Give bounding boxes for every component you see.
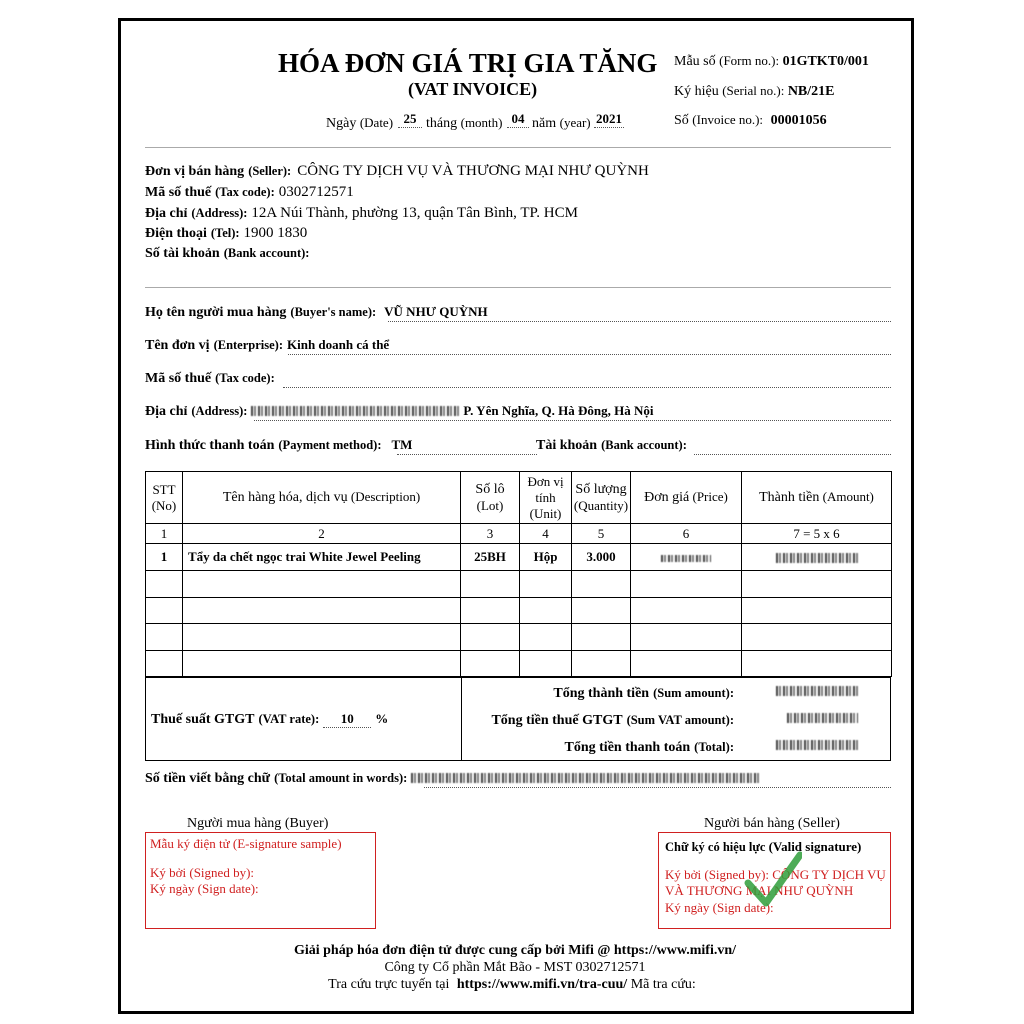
footer-company: Công ty Cổ phần Mắt Bão - MST 0302712571 bbox=[384, 960, 646, 975]
dotted-line bbox=[283, 387, 891, 388]
table-cell bbox=[631, 544, 742, 571]
table-cell: 4 bbox=[520, 524, 572, 544]
seller-signed-by: Ký bởi (Signed by): CÔNG TY DỊCH VỤ bbox=[665, 867, 886, 882]
table-cell bbox=[742, 624, 892, 651]
buyer-name: VŨ NHƯ QUỲNH bbox=[384, 304, 488, 319]
invoice-month: 04 bbox=[507, 111, 529, 128]
table-cell bbox=[146, 598, 183, 624]
table-cell: 5 bbox=[572, 524, 631, 544]
lookup-link[interactable]: https://www.mifi.vn/tra-cuu/ bbox=[456, 977, 628, 992]
table-cell bbox=[461, 624, 520, 651]
total-row: Tổng tiền thanh toán (Total): bbox=[564, 740, 734, 755]
redacted-total bbox=[776, 740, 858, 750]
vat-rate-row: Thuế suất GTGT (VAT rate): 10 % bbox=[151, 711, 389, 727]
seller-signed-by-line2: VÀ THƯƠNG MẠI NHƯ QUỲNH bbox=[665, 883, 854, 898]
invoice-title: HÓA ĐƠN GIÁ TRỊ GIA TĂNG bbox=[278, 48, 658, 78]
items-table bbox=[145, 471, 892, 677]
checkmark-icon bbox=[744, 851, 802, 907]
redacted-amount-words bbox=[411, 773, 761, 783]
table-cell: 6 bbox=[631, 524, 742, 544]
buyer-enterprise: Kinh doanh cá thể bbox=[286, 337, 390, 352]
seller-tax-code: 0302712571 bbox=[278, 184, 354, 200]
table-cell: 2 bbox=[183, 524, 461, 544]
table-cell bbox=[742, 598, 892, 624]
buyer-address-row: Địa chỉ (Address): P. Yên Nghĩa, Q. Hà Đông, Hà Nội bbox=[145, 403, 654, 419]
col-unit-header: Đơn vị tính (Unit) bbox=[520, 472, 572, 524]
year-label: năm (year) bbox=[532, 115, 591, 131]
buyer-enterprise-row: Tên đơn vị (Enterprise): Kinh doanh cá thể bbox=[145, 337, 390, 353]
redacted-vat-amount bbox=[787, 713, 858, 723]
table-cell bbox=[742, 544, 892, 571]
buyer-address: P. Yên Nghĩa, Q. Hà Đông, Hà Nội bbox=[463, 403, 654, 418]
table-row bbox=[146, 651, 892, 677]
table-cell bbox=[572, 651, 631, 677]
table-cell: 25BH bbox=[461, 544, 520, 571]
dotted-line bbox=[388, 321, 891, 322]
table-row bbox=[146, 544, 892, 571]
buyer-bank-row: Tài khoản (Bank account): bbox=[536, 438, 687, 453]
table-row bbox=[146, 624, 892, 651]
invoice-date-line: Ngày (Date) bbox=[326, 115, 394, 131]
table-cell: 3 bbox=[461, 524, 520, 544]
invoice-subtitle: (VAT INVOICE) bbox=[408, 79, 538, 99]
seller-name: CÔNG TY DỊCH VỤ VÀ THƯƠNG MẠI NHƯ QUỲNH bbox=[297, 163, 649, 179]
table-cell bbox=[572, 598, 631, 624]
divider bbox=[145, 287, 891, 288]
table-cell bbox=[520, 598, 572, 624]
table-cell bbox=[183, 624, 461, 651]
table-cell: 1 bbox=[146, 544, 183, 571]
dotted-line bbox=[397, 454, 537, 455]
seller-sign-title: Người bán hàng (Seller) bbox=[704, 816, 840, 831]
dotted-line bbox=[424, 787, 891, 788]
redacted-amount bbox=[776, 553, 858, 563]
table-row bbox=[146, 571, 892, 598]
table-cell: Tẩy da chết ngọc trai White Jewel Peeling bbox=[183, 544, 461, 571]
table-cell bbox=[520, 651, 572, 677]
table-cell bbox=[520, 624, 572, 651]
col-desc-header: Tên hàng hóa, dịch vụ (Description) bbox=[183, 472, 461, 524]
buyer-name-row: Họ tên người mua hàng (Buyer's name): VŨ NHƯ QUỲNH bbox=[145, 304, 488, 320]
table-cell bbox=[742, 651, 892, 677]
redacted-price bbox=[661, 555, 711, 562]
seller-address: 12A Núi Thành, phường 13, quận Tân Bình, TP. HCM bbox=[251, 205, 578, 221]
table-cell bbox=[146, 624, 183, 651]
table-cell bbox=[146, 571, 183, 598]
seller-address-row: Địa chỉ (Address): 12A Núi Thành, phường 13, quận Tân Bình, TP. HCM bbox=[145, 205, 578, 221]
table-cell bbox=[146, 651, 183, 677]
table-cell bbox=[631, 624, 742, 651]
seller-sign-date: Ký ngày (Sign date): bbox=[665, 900, 774, 915]
invoice-day: 25 bbox=[398, 111, 422, 128]
valid-signature-label: Chữ ký có hiệu lực (Valid signature) bbox=[665, 839, 862, 854]
month-label: tháng (month) bbox=[426, 115, 503, 131]
vat-rate: 10 bbox=[323, 711, 371, 728]
table-cell bbox=[572, 571, 631, 598]
form-no: Mẫu số (Form no.): 01GTKT0/001 bbox=[674, 53, 869, 69]
buyer-signature-box: Mẫu ký điện tử (E-signature sample) Ký bởi (Signed by): Ký ngày (Sign date): bbox=[145, 832, 376, 929]
table-cell bbox=[572, 624, 631, 651]
table-cell bbox=[742, 571, 892, 598]
invoice-no: Số (Invoice no.): 00001056 bbox=[674, 112, 827, 128]
dotted-line bbox=[254, 420, 891, 421]
col-lot-header: Số lô (Lot) bbox=[461, 472, 520, 524]
table-cell bbox=[631, 651, 742, 677]
redacted-text bbox=[251, 406, 459, 416]
dotted-line bbox=[288, 354, 891, 355]
redacted-sum-amount bbox=[776, 686, 858, 696]
table-cell: Hộp bbox=[520, 544, 572, 571]
payment-row: Hình thức thanh toán (Payment method): TM bbox=[145, 437, 413, 453]
seller-tax-row: Mã số thuế (Tax code): 0302712571 bbox=[145, 184, 354, 200]
table-cell bbox=[631, 598, 742, 624]
divider bbox=[145, 147, 891, 148]
amount-words-row: Số tiền viết bằng chữ (Total amount in words): bbox=[145, 769, 761, 787]
buyer-sign-title: Người mua hàng (Buyer) bbox=[187, 816, 329, 831]
seller-tel: 1900 1830 bbox=[243, 225, 308, 241]
payment-method: TM bbox=[391, 437, 413, 452]
table-cell: 1 bbox=[146, 524, 183, 544]
table-cell bbox=[183, 571, 461, 598]
serial-no: Ký hiệu (Serial no.): NB/21E bbox=[674, 83, 835, 99]
seller-tel-row: Điện thoại (Tel): 1900 1830 bbox=[145, 225, 308, 241]
dotted-line bbox=[694, 454, 891, 455]
table-header-row bbox=[146, 472, 892, 524]
table-cell bbox=[461, 598, 520, 624]
buyer-tax-row: Mã số thuế (Tax code): bbox=[145, 371, 275, 386]
col-price-header: Đơn giá (Price) bbox=[631, 472, 742, 524]
seller-name-row: Đơn vị bán hàng (Seller): CÔNG TY DỊCH VỤ VÀ THƯƠNG MẠI NHƯ QUỲNH bbox=[145, 163, 649, 179]
table-cell: 3.000 bbox=[572, 544, 631, 571]
col-amount-header: Thành tiền (Amount) bbox=[742, 472, 892, 524]
table-cell bbox=[461, 571, 520, 598]
sum-vat-row: Tổng tiền thuế GTGT (Sum VAT amount): bbox=[491, 713, 734, 728]
table-cell bbox=[183, 598, 461, 624]
col-no-header: STT (No) bbox=[146, 472, 183, 524]
table-cell bbox=[520, 571, 572, 598]
col-qty-header: Số lượng (Quantity) bbox=[572, 472, 631, 524]
footer-lookup: Tra cứu trực tuyến tại https://www.mifi.vn/tra-cuu/ Mã tra cứu: bbox=[328, 977, 696, 992]
sum-amount-row: Tổng thành tiền (Sum amount): bbox=[553, 686, 734, 701]
table-cell: 7 = 5 x 6 bbox=[742, 524, 892, 544]
table-index-row bbox=[146, 524, 892, 544]
table-row bbox=[146, 598, 892, 624]
table-cell bbox=[183, 651, 461, 677]
table-cell bbox=[631, 571, 742, 598]
footer-provider: Giải pháp hóa đơn điện tử được cung cấp bởi Mifi @ https://www.mifi.vn/ bbox=[293, 943, 737, 958]
seller-bank-row: Số tài khoản (Bank account): bbox=[145, 246, 310, 261]
table-cell bbox=[461, 651, 520, 677]
invoice-year: 2021 bbox=[596, 111, 622, 126]
